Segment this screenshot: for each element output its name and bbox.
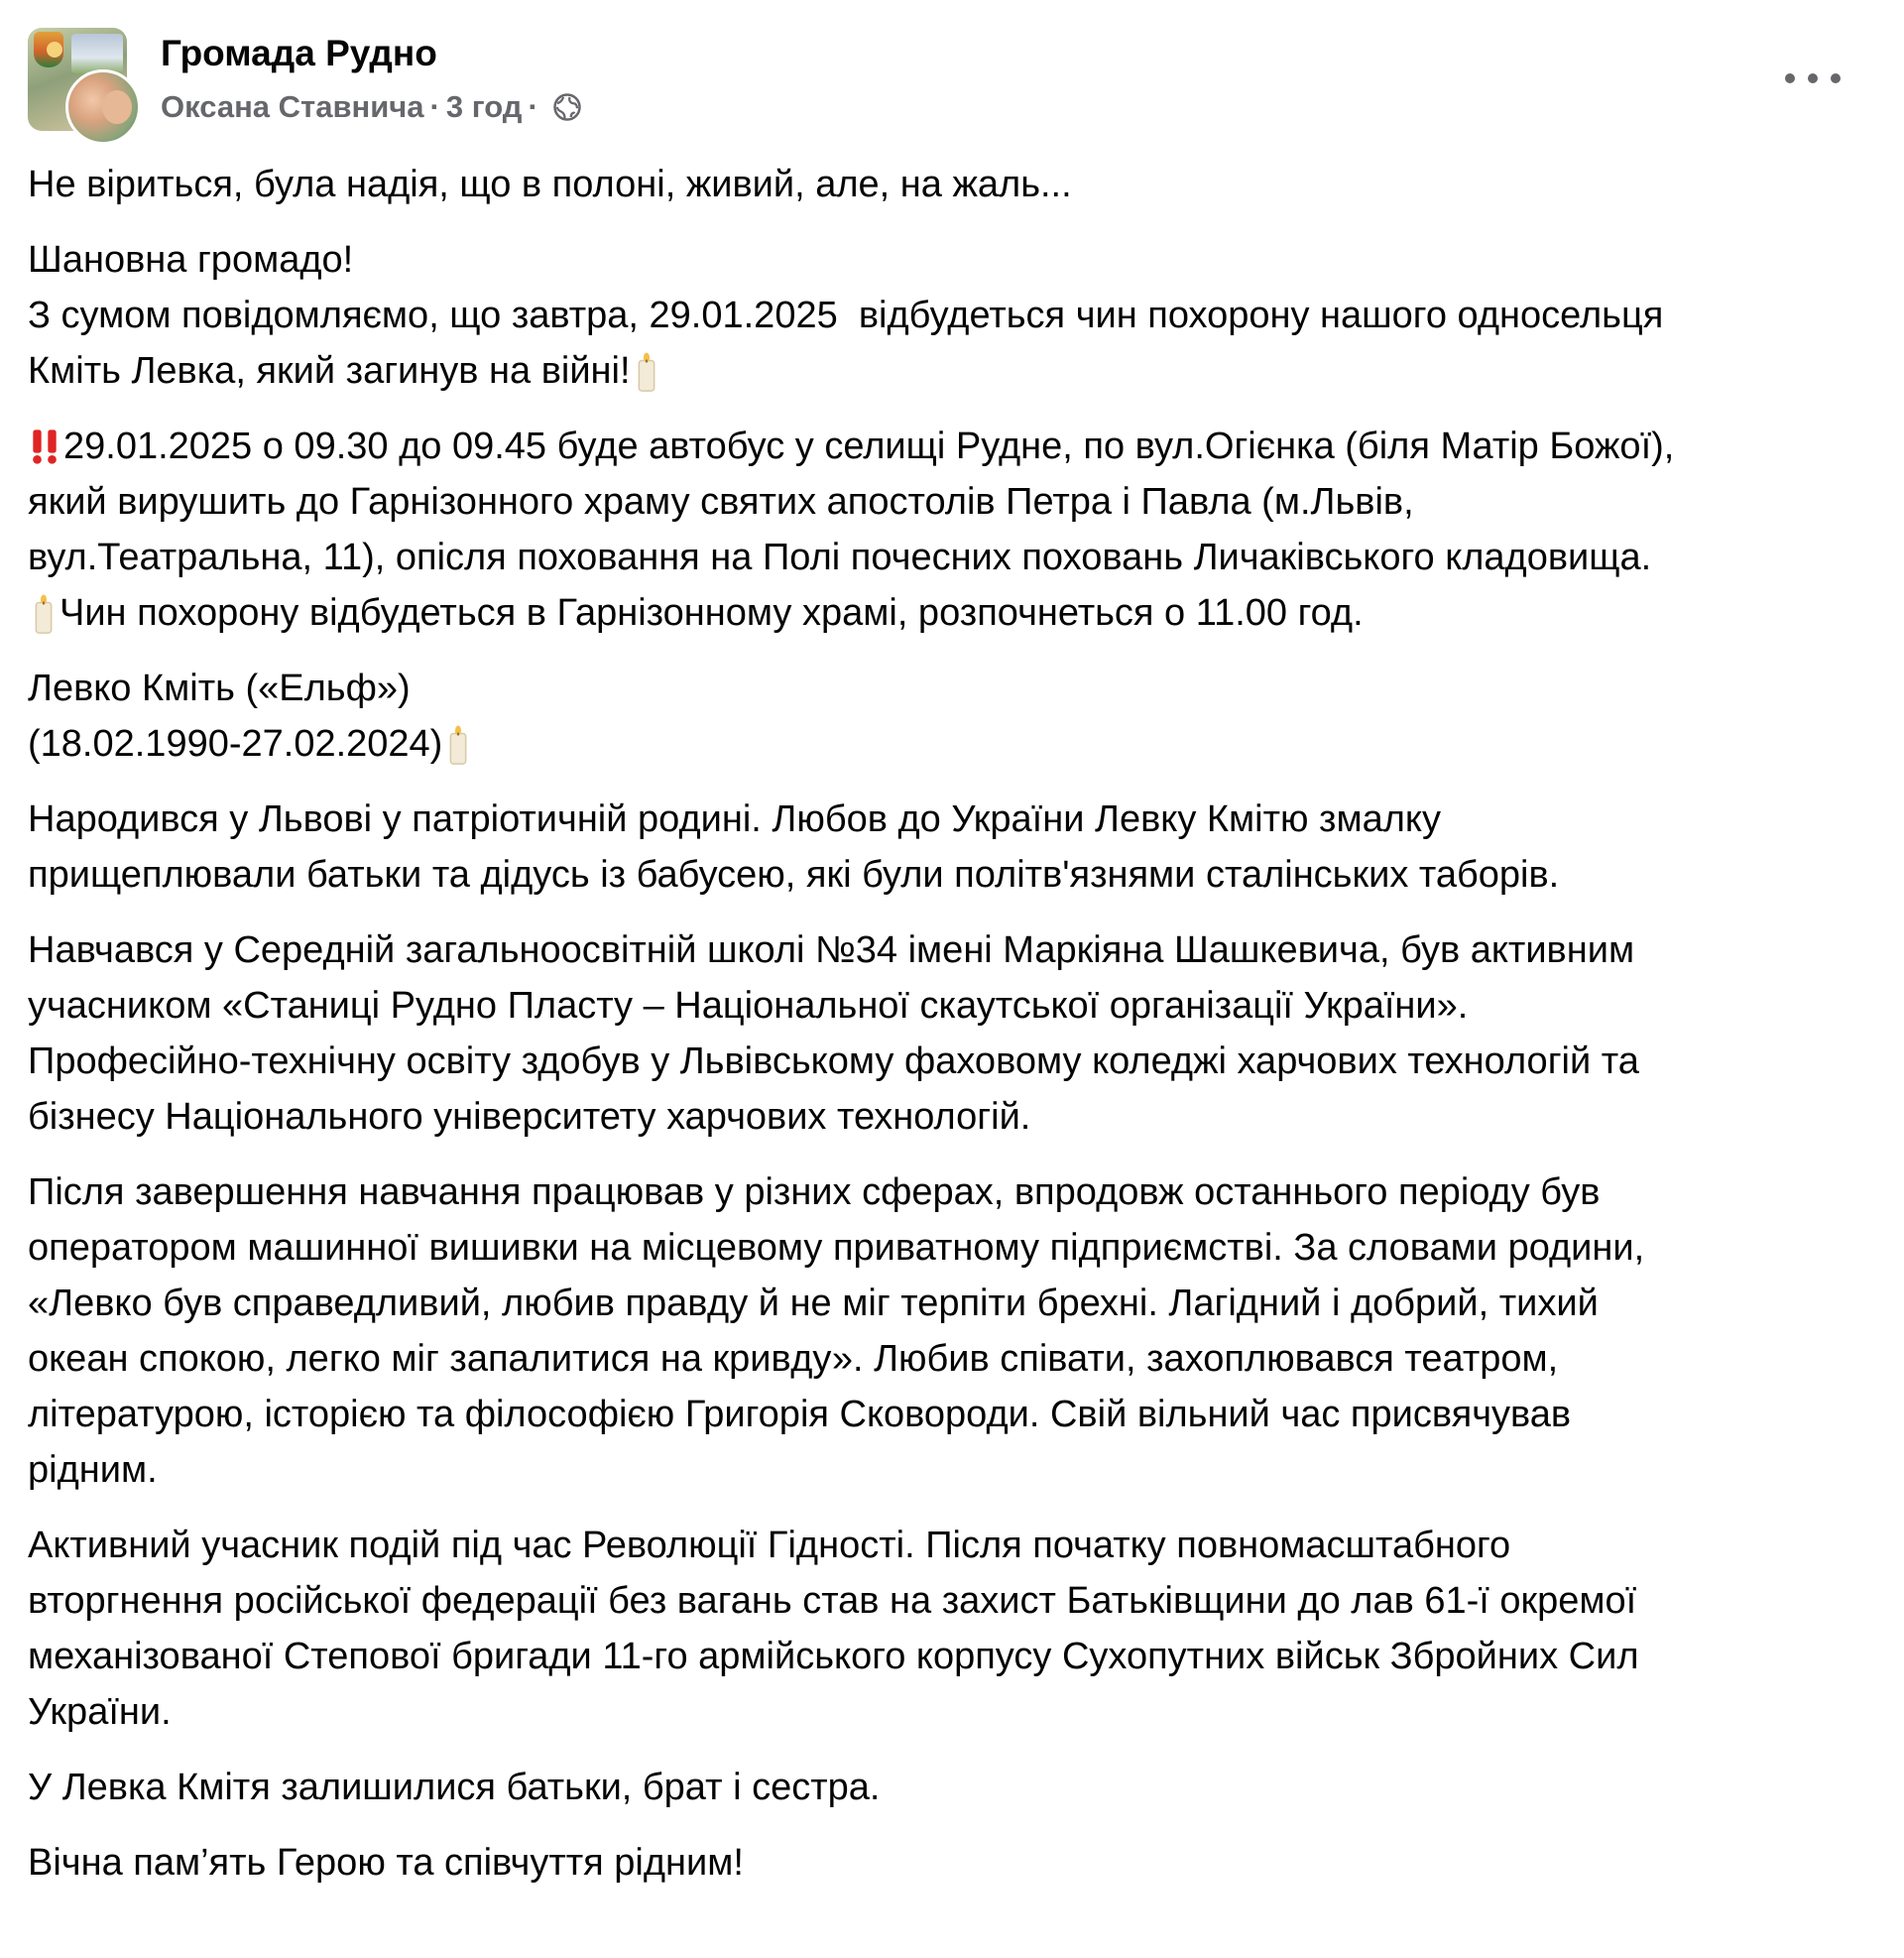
page-name-link[interactable]: Громада Рудно bbox=[161, 33, 437, 73]
double-exclamation-icon bbox=[28, 427, 61, 466]
candle-icon bbox=[633, 351, 660, 393]
text-line-with-emoji bbox=[28, 585, 1872, 641]
paragraph bbox=[28, 232, 1872, 399]
text-line: бізнесу Національного університету харчових технологій. bbox=[28, 1096, 1031, 1138]
paragraph bbox=[28, 792, 1872, 903]
text-line: Левко Кміть («Ельф») bbox=[28, 668, 411, 709]
text-line: Активний учасник подій під час Революції Гідності. Після початку повномасштабного bbox=[28, 1525, 1511, 1566]
text-line: Вічна пам’ять Герою та співчуття рідним! bbox=[28, 1842, 744, 1884]
post-text bbox=[28, 157, 1872, 1910]
text-line: Шановна громадо! bbox=[28, 239, 354, 281]
paragraph bbox=[28, 157, 1872, 212]
more-options-button[interactable] bbox=[1785, 63, 1841, 93]
group-emblem-icon bbox=[34, 32, 63, 67]
candle-icon bbox=[30, 593, 58, 635]
text-line: Народився у Львові у патріотичній родині. Любов до України Левку Кмітю змалку bbox=[28, 798, 1441, 840]
text-line: Не віриться, була надія, що в полоні, живий, але, на жаль... bbox=[28, 164, 1072, 205]
text-line-with-emoji bbox=[28, 716, 1872, 772]
text-line: З сумом повідомляємо, що завтра, 29.01.2025 відбудеться чин похорону нашого односельця bbox=[28, 295, 1664, 336]
text-line: Навчався у Середній загальноосвітній школі №34 імені Маркіяна Шашкевича, був активним bbox=[28, 929, 1635, 971]
text-line: механізованої Степової бригади 11-го армійського корпусу Сухопутних військ Збройних Сил bbox=[28, 1636, 1639, 1677]
text-line: У Левка Кмітя залишилися батьки, брат і сестра. bbox=[28, 1767, 881, 1808]
paragraph bbox=[28, 419, 1872, 641]
text-line-with-emoji bbox=[28, 419, 1872, 474]
text-line: Кміть Левка, який загинув на війні! bbox=[28, 350, 631, 392]
post-header bbox=[28, 28, 1872, 137]
text-line: вул.Театральна, 11), опісля поховання на Полі почесних поховань Личаківського кладовища. bbox=[28, 537, 1652, 578]
paragraph bbox=[28, 922, 1872, 1145]
meta-separator-2: · bbox=[528, 89, 538, 124]
text-line: океан спокою, легко міг запалитися на кривду». Любив співати, захоплювався театром, bbox=[28, 1338, 1559, 1380]
group-photo bbox=[71, 34, 123, 73]
post-timestamp-link[interactable]: 3 год bbox=[445, 89, 523, 124]
paragraph bbox=[28, 1518, 1872, 1740]
text-line: літературою, історією та філософією Григорія Сковороди. Свій вільний час присвячував bbox=[28, 1394, 1572, 1435]
globe-icon[interactable] bbox=[552, 92, 582, 122]
text-line-with-emoji bbox=[28, 343, 1872, 399]
post-meta bbox=[161, 87, 582, 127]
text-line: учасником «Станиці Рудно Пласту – Національної скаутської організації України». bbox=[28, 985, 1469, 1027]
text-line: вторгнення російської федерації без вагань став на захист Батьківщини до лав 61-ї окремої bbox=[28, 1580, 1637, 1622]
text-line: (18.02.1990-27.02.2024) bbox=[28, 723, 443, 765]
more-dots-icon bbox=[1785, 73, 1795, 83]
text-line: який вирушить до Гарнізонного храму святих апостолів Петра і Павла (м.Львів, bbox=[28, 481, 1414, 523]
text-line: прищеплювали батьки та дідусь із бабусею, які були політв'язнями сталінських таборів. bbox=[28, 854, 1560, 896]
paragraph bbox=[28, 661, 1872, 772]
paragraph bbox=[28, 1835, 1872, 1891]
text-line: 29.01.2025 о 09.30 до 09.45 буде автобус у селищі Рудне, по вул.Огієнка (біля Матір Божої), bbox=[63, 426, 1675, 467]
text-line: «Левко був справедливий, любив правду й не міг терпіти брехні. Лагідний і добрий, тихий bbox=[28, 1283, 1599, 1324]
text-line: Чин похорону відбудеться в Гарнізонному храмі, розпочнеться о 11.00 год. bbox=[60, 592, 1364, 634]
meta-separator: · bbox=[429, 89, 440, 124]
paragraph bbox=[28, 1760, 1872, 1815]
text-line: рідним. bbox=[28, 1449, 158, 1491]
text-line: оператором машинної вишивки на місцевому приватному підприємстві. За словами родини, bbox=[28, 1227, 1645, 1269]
text-line: України. bbox=[28, 1691, 172, 1733]
text-line: Професійно-технічну освіту здобув у Львівському фаховому коледжі харчових технологій та bbox=[28, 1040, 1639, 1082]
text-line: Після завершення навчання працював у різних сферах, впродовж останнього періоду був bbox=[28, 1171, 1601, 1213]
candle-icon bbox=[444, 724, 472, 766]
paragraph bbox=[28, 1164, 1872, 1498]
author-avatar[interactable] bbox=[65, 69, 141, 145]
author-name-link[interactable]: Оксана Ставнича bbox=[161, 89, 424, 124]
